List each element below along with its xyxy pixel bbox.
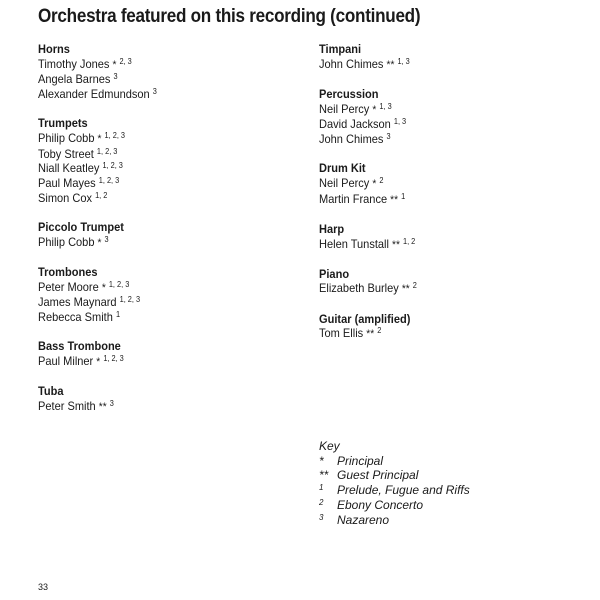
key-symbol-text: 2 bbox=[319, 497, 324, 507]
member-row bbox=[38, 354, 268, 370]
work-refs: 1, 2 bbox=[95, 190, 108, 200]
member-row bbox=[319, 102, 549, 118]
member-row bbox=[319, 117, 549, 132]
work-refs: 1, 2, 3 bbox=[108, 279, 130, 289]
member-name: Paul Milner bbox=[38, 353, 94, 368]
section-piccolo-trumpet bbox=[38, 220, 288, 250]
work-refs: 2 bbox=[377, 326, 382, 336]
member-row bbox=[38, 176, 268, 191]
work-refs: 1, 2, 3 bbox=[96, 146, 118, 156]
member-name: Niall Keatley bbox=[38, 161, 100, 176]
key-legend bbox=[319, 439, 470, 527]
work-refs: 1, 2 bbox=[402, 236, 416, 246]
key-symbol-text: 1 bbox=[319, 483, 324, 493]
member-name: Peter Moore bbox=[38, 279, 99, 294]
member-row bbox=[38, 399, 268, 415]
key-symbol bbox=[319, 483, 337, 498]
principal-mark: * bbox=[101, 281, 106, 294]
member-row bbox=[38, 147, 268, 162]
principal-mark: * bbox=[372, 103, 377, 116]
work-refs: 3 bbox=[386, 132, 391, 142]
work-refs: 1 bbox=[115, 310, 121, 320]
work-refs: 1 bbox=[401, 191, 406, 201]
section-title: Bass Trombone bbox=[38, 339, 121, 354]
work-refs: 1, 3 bbox=[397, 56, 410, 66]
member-name: Philip Cobb bbox=[38, 131, 95, 146]
work-refs: 1, 2, 3 bbox=[104, 131, 126, 141]
key-title: Key bbox=[319, 439, 340, 453]
key-entry bbox=[319, 513, 470, 528]
member-row bbox=[38, 191, 268, 206]
work-refs: 1, 3 bbox=[393, 117, 407, 127]
key-label: Principal bbox=[337, 453, 384, 468]
principal-mark: * bbox=[97, 236, 102, 249]
key-label: Nazareno bbox=[337, 512, 390, 527]
key-entry bbox=[319, 454, 470, 469]
key-symbol-text: 3 bbox=[319, 512, 324, 522]
key-symbol bbox=[319, 454, 337, 469]
key-entry bbox=[319, 468, 470, 483]
left-column bbox=[38, 42, 288, 429]
section-title: Harp bbox=[319, 221, 345, 236]
member-name: Angela Barnes bbox=[38, 72, 111, 87]
member-name: Neil Percy bbox=[319, 101, 370, 116]
member-name: Toby Street bbox=[38, 146, 94, 161]
work-refs: 2, 3 bbox=[119, 56, 132, 66]
member-name: James Maynard bbox=[38, 295, 117, 310]
member-row bbox=[319, 281, 549, 297]
section-title: Piano bbox=[319, 266, 350, 281]
member-row bbox=[38, 87, 268, 102]
section-bass-trombone bbox=[38, 339, 288, 369]
member-name: Tom Ellis bbox=[319, 326, 364, 341]
work-refs: 3 bbox=[152, 87, 157, 97]
key-label: Prelude, Fugue and Riffs bbox=[337, 483, 470, 498]
page-number: 33 bbox=[38, 582, 49, 592]
key-entry bbox=[319, 498, 470, 513]
member-row bbox=[38, 235, 268, 251]
work-refs: 3 bbox=[109, 398, 114, 408]
principal-mark: * bbox=[112, 58, 117, 71]
member-row bbox=[38, 57, 268, 73]
member-row bbox=[319, 326, 549, 342]
section-title: Tuba bbox=[38, 384, 64, 399]
member-row bbox=[319, 237, 549, 253]
member-row bbox=[319, 176, 549, 192]
member-name: Simon Cox bbox=[38, 190, 92, 205]
principal-mark: ** bbox=[390, 193, 399, 206]
principal-mark: ** bbox=[98, 400, 107, 413]
section-horns bbox=[38, 42, 288, 102]
principal-mark: ** bbox=[386, 58, 395, 71]
key-symbol bbox=[319, 513, 337, 528]
member-row bbox=[319, 192, 549, 208]
principal-mark: ** bbox=[392, 238, 400, 251]
member-row bbox=[319, 57, 549, 73]
section-title: Piccolo Trumpet bbox=[38, 220, 124, 235]
section-harp bbox=[319, 222, 569, 252]
section-trombones bbox=[38, 265, 288, 325]
work-refs: 1, 2, 3 bbox=[98, 176, 120, 186]
key-symbol-text: ** bbox=[319, 468, 329, 483]
work-refs: 1, 3 bbox=[379, 101, 392, 111]
principal-mark: ** bbox=[401, 283, 410, 296]
member-row bbox=[38, 131, 268, 147]
section-timpani bbox=[319, 42, 569, 72]
key-label: Guest Principal bbox=[337, 468, 419, 483]
section-piano bbox=[319, 267, 569, 297]
member-name: John Chimes bbox=[319, 56, 384, 71]
member-name: Alexander Edmundson bbox=[38, 87, 150, 102]
section-tuba bbox=[38, 384, 288, 414]
section-title: Trombones bbox=[38, 264, 98, 279]
section-title: Percussion bbox=[319, 86, 379, 101]
key-symbol bbox=[319, 468, 337, 483]
key-symbol-text: * bbox=[319, 453, 324, 468]
member-name: Elizabeth Burley bbox=[319, 281, 399, 296]
member-name: David Jackson bbox=[319, 117, 391, 132]
member-name: Helen Tunstall bbox=[319, 236, 389, 251]
section-title: Drum Kit bbox=[319, 161, 366, 176]
section-title: Trumpets bbox=[38, 116, 88, 131]
work-refs: 1, 2, 3 bbox=[119, 295, 141, 305]
section-title: Guitar (amplified) bbox=[319, 311, 411, 326]
key-label: Ebony Concerto bbox=[337, 497, 424, 512]
section-title: Horns bbox=[38, 42, 70, 56]
member-row bbox=[38, 295, 268, 310]
member-row bbox=[38, 310, 268, 325]
work-refs: 3 bbox=[113, 72, 118, 82]
member-name: Neil Percy bbox=[319, 175, 370, 190]
section-title: Timpani bbox=[319, 42, 362, 56]
member-row bbox=[38, 280, 268, 296]
member-row bbox=[38, 72, 268, 87]
principal-mark: * bbox=[372, 177, 377, 190]
member-name: Martin France bbox=[319, 191, 388, 206]
member-name: Philip Cobb bbox=[38, 234, 95, 249]
work-refs: 2 bbox=[412, 281, 417, 291]
section-drum-kit bbox=[319, 161, 569, 207]
member-name: Rebecca Smith bbox=[38, 310, 113, 325]
member-name: Timothy Jones bbox=[38, 56, 110, 71]
key-symbol bbox=[319, 498, 337, 513]
member-name: Peter Smith bbox=[38, 398, 96, 413]
work-refs: 2 bbox=[379, 175, 384, 185]
section-trumpets bbox=[38, 116, 288, 205]
principal-mark: * bbox=[96, 355, 101, 368]
page-title: Orchestra featured on this recording (continued) bbox=[38, 6, 421, 27]
right-column bbox=[319, 42, 569, 357]
principal-mark: * bbox=[97, 133, 102, 146]
member-name: John Chimes bbox=[319, 132, 384, 147]
key-entry bbox=[319, 483, 470, 498]
section-guitar-amplified bbox=[319, 312, 569, 342]
principal-mark: ** bbox=[366, 328, 375, 341]
work-refs: 3 bbox=[104, 234, 109, 244]
section-percussion bbox=[319, 87, 569, 147]
member-row bbox=[38, 161, 268, 176]
member-name: Paul Mayes bbox=[38, 176, 96, 191]
work-refs: 1, 2, 3 bbox=[102, 161, 123, 171]
work-refs: 1, 2, 3 bbox=[103, 353, 124, 363]
member-row bbox=[319, 132, 549, 147]
key-entries bbox=[319, 454, 470, 528]
